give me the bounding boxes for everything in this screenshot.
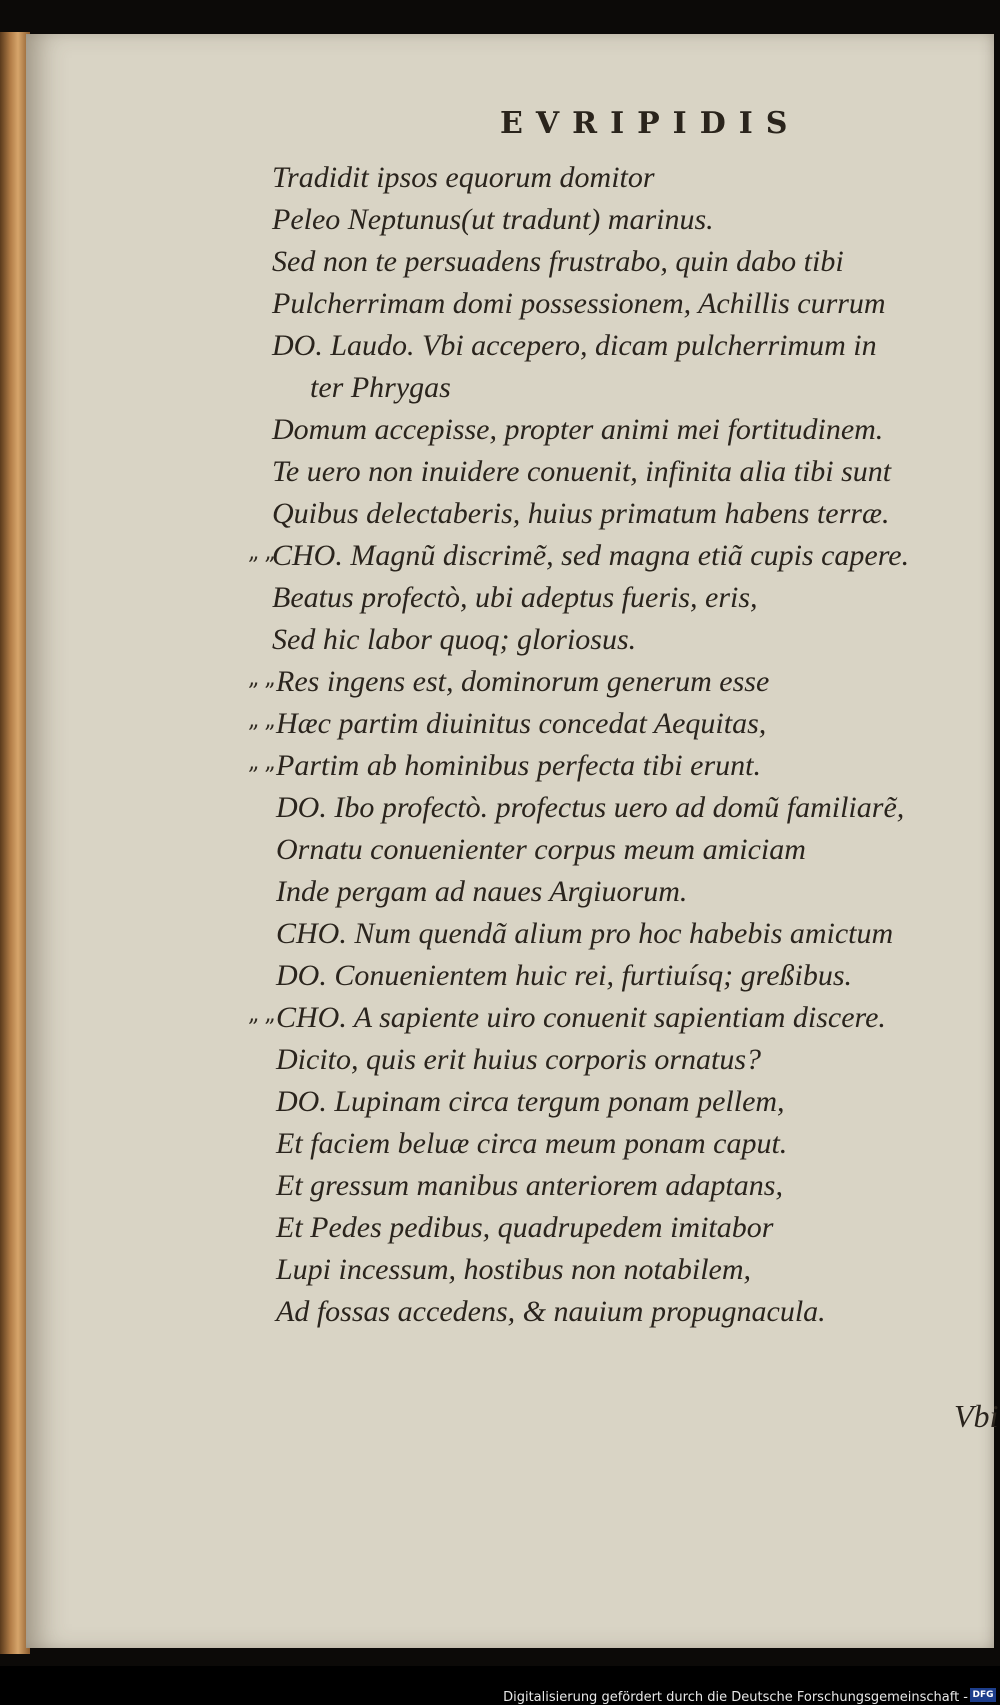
text-line: Quibus delectaberis, huius primatum habens terræ.	[272, 497, 890, 530]
text-line: Dicito, quis erit huius corporis ornatus?	[276, 1043, 762, 1076]
text-line: Domum accepisse, propter animi mei fortitudinem.	[272, 413, 884, 446]
marginal-quote-mark: „ „	[248, 666, 275, 691]
text-line: Lupi incessum, hostibus non notabilem,	[276, 1253, 752, 1286]
text-line: DO. Conuenientem huic rei, furtiuísq; greßibus.	[276, 959, 853, 992]
text-line: DO. Ibo profectò. profectus uero ad domũ familiarẽ,	[276, 791, 905, 824]
marginal-quote-mark: „ „	[248, 540, 275, 565]
book-page	[26, 34, 999, 1648]
text-line: Ad fossas accedens, & nauium propugnacula.	[276, 1295, 826, 1328]
text-line: CHO. Num quendã alium pro hoc habebis amictum	[276, 917, 894, 950]
text-line: Res ingens est, dominorum generum esse	[276, 665, 770, 698]
text-line: Hæc partim diuinitus concedat Aequitas,	[276, 707, 767, 740]
text-line: Et faciem beluæ circa meum ponam caput.	[276, 1127, 788, 1160]
text-line: DO. Lupinam circa tergum ponam pellem,	[276, 1085, 785, 1118]
text-line: Et gressum manibus anteriorem adaptans,	[276, 1169, 783, 1202]
catchword: Vbi	[954, 1398, 999, 1434]
text-line: Ornatu conuenienter corpus meum amiciam	[276, 833, 806, 866]
text-line: Te uero non inuidere conuenit, infinita alia tibi sunt	[272, 455, 892, 488]
text-line: Sed non te persuadens frustrabo, quin dabo tibi	[272, 245, 844, 278]
text-line: Beatus profectò, ubi adeptus fueris, eris,	[272, 581, 758, 614]
text-line: Inde pergam ad naues Argiuorum.	[276, 875, 688, 908]
text-line: Et Pedes pedibus, quadrupedem imitabor	[276, 1211, 774, 1244]
text-line: ter Phrygas	[310, 371, 451, 404]
marginal-quote-mark: „ „	[248, 1002, 275, 1027]
text-line: Pulcherrimam domi possessionem, Achillis currum	[272, 287, 886, 320]
text-line: CHO. Magnũ discrimẽ, sed magna etiã cupis capere.	[272, 539, 910, 572]
text-line: Sed hic labor quoq; gloriosus.	[272, 623, 637, 656]
text-line: Tradidit ipsos equorum domitor	[272, 161, 655, 194]
text-line: Peleo Neptunus(ut tradunt) marinus.	[272, 203, 714, 236]
dfg-logo: DFG	[970, 1688, 996, 1702]
page-content	[26, 34, 999, 1648]
text-line: Partim ab hominibus perfecta tibi erunt.	[276, 749, 761, 782]
footer-credit: Digitalisierung gefördert durch die Deutsche Forschungsgemeinschaft -	[503, 1690, 968, 1705]
marginal-quote-mark: „ „	[248, 750, 275, 775]
running-head: EVRIPIDIS	[500, 106, 801, 141]
marginal-quote-mark: „ „	[248, 708, 275, 733]
text-line: CHO. A sapiente uiro conuenit sapientiam discere.	[276, 1001, 886, 1034]
text-line: DO. Laudo. Vbi accepero, dicam pulcherrimum in	[272, 329, 877, 362]
